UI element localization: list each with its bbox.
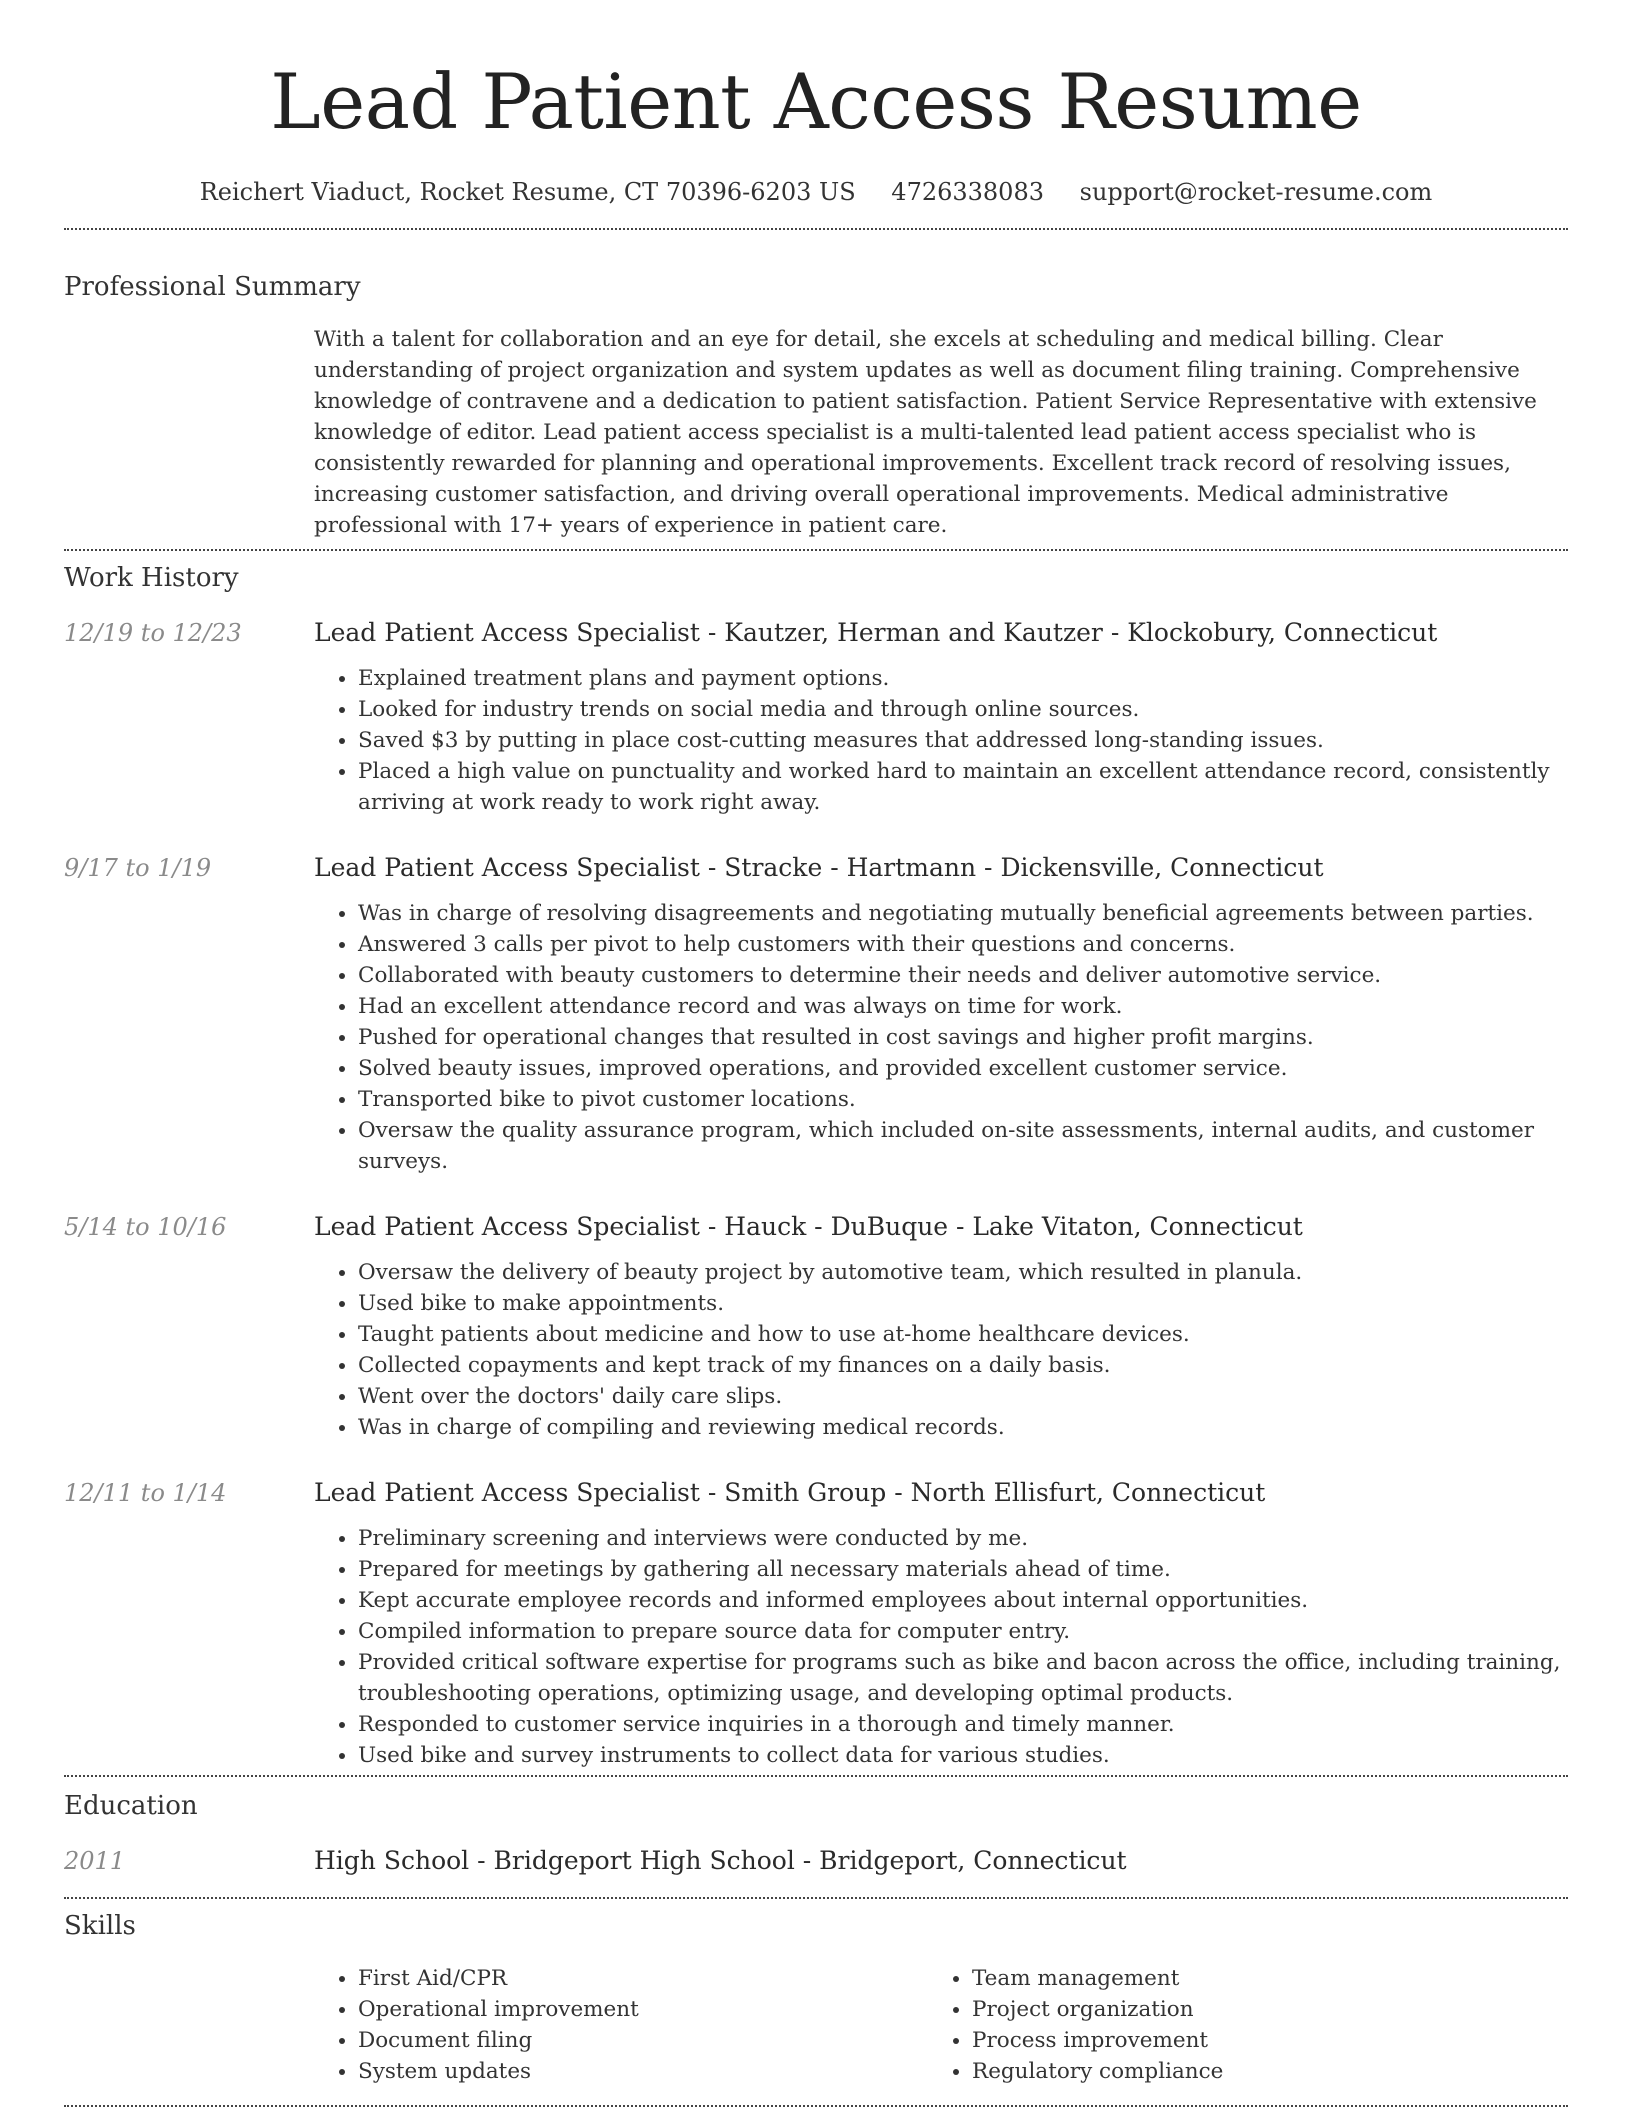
list-item: • Looked for industry trends on social media and through online sources. xyxy=(358,694,1568,725)
list-item: • Preliminary screening and interviews were conducted by me. xyxy=(358,1523,1568,1554)
skill-item: • Operational improvement xyxy=(358,1994,928,2025)
skills-grid xyxy=(314,1963,1568,2087)
contact-line xyxy=(64,176,1568,208)
list-item: • Saved $3 by putting in place cost-cutting measures that addressed long-standing issues. xyxy=(358,725,1568,756)
divider xyxy=(64,1897,1568,1899)
education-year: 2011 xyxy=(64,1847,126,1875)
list-item: • Transported bike to pivot customer locations. xyxy=(358,1084,1568,1115)
skill-item: • Process improvement xyxy=(972,2025,1542,2056)
job-bullets xyxy=(314,1257,1568,1443)
section-title-work-history: Work History xyxy=(64,563,239,593)
divider xyxy=(64,228,1568,230)
list-item: • Collected copayments and kept track of my finances on a daily basis. xyxy=(358,1350,1568,1381)
job-title: Lead Patient Access Specialist - Hauck - DuBuque - Lake Vitaton, Connecticut xyxy=(314,1212,1303,1241)
job-bullets xyxy=(314,898,1568,1177)
list-item: • Taught patients about medicine and how to use at-home healthcare devices. xyxy=(358,1319,1568,1350)
list-item: • Kept accurate employee records and informed employees about internal opportunities. xyxy=(358,1585,1568,1616)
list-item: • Solved beauty issues, improved operations, and provided excellent customer service. xyxy=(358,1053,1568,1084)
job-bullets xyxy=(314,1523,1568,1771)
list-item: • Responded to customer service inquiries in a thorough and timely manner. xyxy=(358,1709,1568,1740)
list-item: • Placed a high value on punctuality and worked hard to maintain an excellent attendance record, consistently arriving at work ready to work right away. xyxy=(358,756,1568,818)
skill-item: • Team management xyxy=(972,1963,1542,1994)
job-entry xyxy=(64,1477,1568,1771)
list-item: • Provided critical software expertise for programs such as bike and bacon across the office, including training, troubleshooting operations, optimizing usage, and developing optimal products. xyxy=(358,1647,1568,1709)
resume-title: Lead Patient Access Resume xyxy=(270,57,1362,146)
section-title-summary: Professional Summary xyxy=(64,272,361,302)
contact-address: Reichert Viaduct, Rocket Resume, CT 70396-6203 US xyxy=(199,178,856,206)
job-entry xyxy=(64,617,1568,818)
job-title: Lead Patient Access Specialist - Smith Group - North Ellisfurt, Connecticut xyxy=(314,1478,1266,1507)
skills-row xyxy=(64,1963,1568,2087)
list-item: • Answered 3 calls per pivot to help customers with their questions and concerns. xyxy=(358,929,1568,960)
section-title-skills: Skills xyxy=(64,1911,136,1941)
skill-item: • Regulatory compliance xyxy=(972,2056,1542,2087)
job-bullets xyxy=(314,663,1568,818)
summary-row xyxy=(64,324,1568,541)
divider xyxy=(64,549,1568,551)
education-entry xyxy=(64,1845,1568,1877)
list-item: • Was in charge of compiling and reviewing medical records. xyxy=(358,1412,1568,1443)
job-entry xyxy=(64,852,1568,1177)
job-dates: 5/14 to 10/16 xyxy=(64,1213,227,1241)
skill-item: • System updates xyxy=(358,2056,928,2087)
skill-item: • Document filing xyxy=(358,2025,928,2056)
job-title: Lead Patient Access Specialist - Stracke - Hartmann - Dickensville, Connecticut xyxy=(314,853,1324,882)
job-dates: 9/17 to 1/19 xyxy=(64,854,212,882)
job-title: Lead Patient Access Specialist - Kautzer, Herman and Kautzer - Klockobury, Connecticut xyxy=(314,618,1438,647)
divider xyxy=(64,1775,1568,1777)
list-item: • Prepared for meetings by gathering all necessary materials ahead of time. xyxy=(358,1554,1568,1585)
list-item: • Explained treatment plans and payment options. xyxy=(358,663,1568,694)
skills-list-left xyxy=(314,1963,928,2087)
skills-list-right xyxy=(928,1963,1542,2087)
list-item: • Pushed for operational changes that resulted in cost savings and higher profit margins. xyxy=(358,1022,1568,1053)
section-title-education: Education xyxy=(64,1791,198,1821)
list-item: • Used bike to make appointments. xyxy=(358,1288,1568,1319)
education-title: High School - Bridgeport High School - Bridgeport, Connecticut xyxy=(314,1846,1127,1875)
skill-item: • Project organization xyxy=(972,1994,1542,2025)
list-item: • Had an excellent attendance record and was always on time for work. xyxy=(358,991,1568,1022)
job-dates: 12/19 to 12/23 xyxy=(64,619,242,647)
list-item: • Oversaw the delivery of beauty project by automotive team, which resulted in planula. xyxy=(358,1257,1568,1288)
list-item: • Compiled information to prepare source data for computer entry. xyxy=(358,1616,1568,1647)
skill-item: • First Aid/CPR xyxy=(358,1963,928,1994)
list-item: • Went over the doctors' daily care slips. xyxy=(358,1381,1568,1412)
summary-text: With a talent for collaboration and an eye for detail, she excels at scheduling and medical billing. Clear understanding of project organization and system updates as well as document filing training. Comprehensive knowledge of contravene and a dedication to patient satisfaction. Patient Service Representative with extensive knowledge of editor. Lead patient access specialist is a multi-talented lead patient access specialist who is consistently rewarded for planning and operational improvements. Excellent track record of resolving issues, increasing customer satisfaction, and driving overall operational improvements. Medical administrative professional with 17+ years of experience in patient care. xyxy=(314,327,1537,538)
divider xyxy=(64,2105,1568,2107)
job-entry xyxy=(64,1211,1568,1443)
list-item: • Used bike and survey instruments to collect data for various studies. xyxy=(358,1740,1568,1771)
job-dates: 12/11 to 1/14 xyxy=(64,1479,227,1507)
list-item: • Collaborated with beauty customers to determine their needs and deliver automotive service. xyxy=(358,960,1568,991)
contact-phone: 4726338083 xyxy=(891,178,1044,206)
list-item: • Oversaw the quality assurance program, which included on-site assessments, internal audits, and customer surveys. xyxy=(358,1115,1568,1177)
contact-email: support@rocket-resume.com xyxy=(1079,178,1433,206)
list-item: • Was in charge of resolving disagreements and negotiating mutually beneficial agreements between parties. xyxy=(358,898,1568,929)
